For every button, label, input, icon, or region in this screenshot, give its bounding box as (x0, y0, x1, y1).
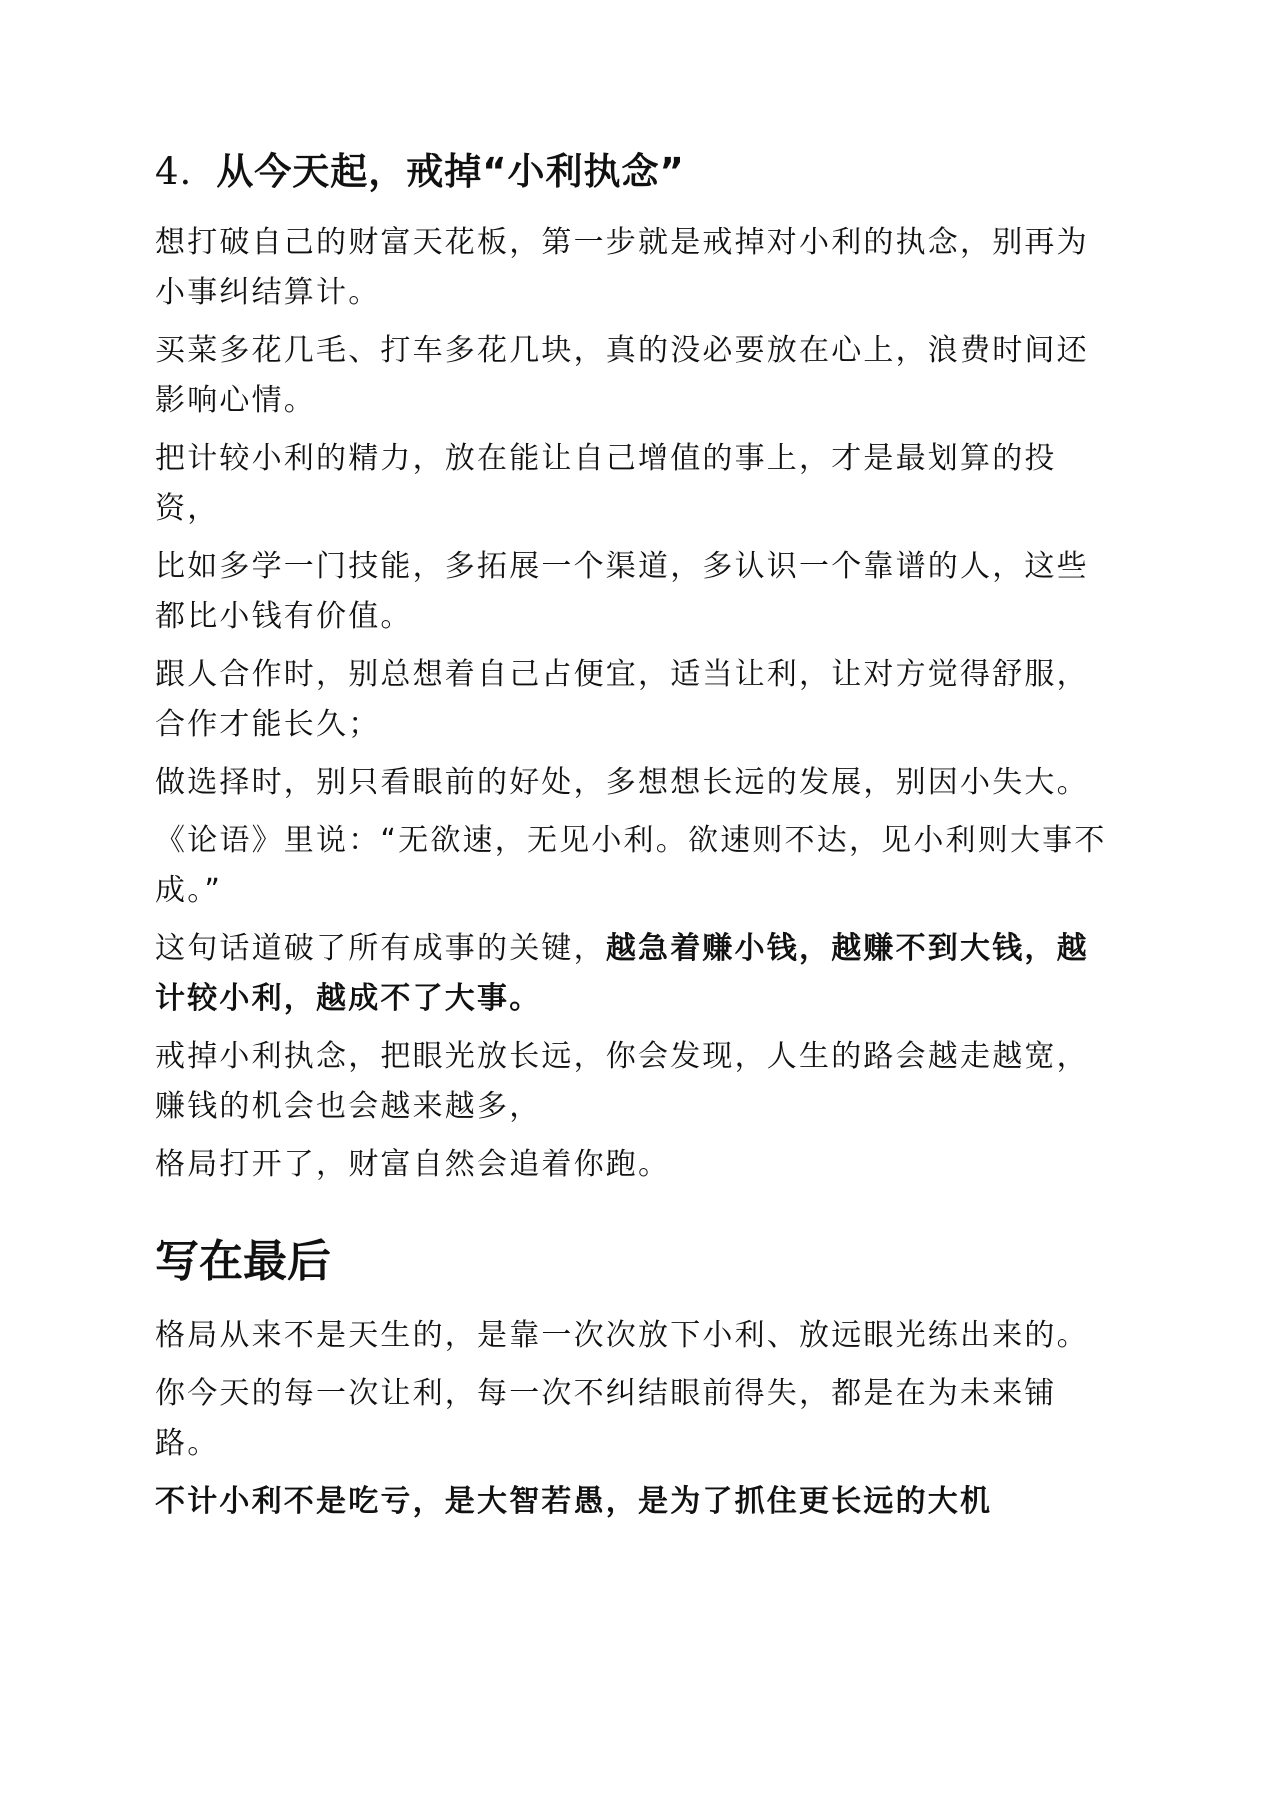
paragraph: 你今天的每一次让利，每一次不纠结眼前得失，都是在为未来铺路。 (155, 1376, 1057, 1462)
article-page (155, 150, 1115, 1527)
bold-conclusion-text: 不计小利不是吃亏，是大智若愚，是为了抓住更长远的大机 (155, 1484, 993, 1520)
paragraph: 想打破自己的财富天花板，第一步就是戒掉对小利的执念，别再为小事纠结算计。 (155, 225, 1089, 311)
quote-paragraph: 《论语》里说：“无欲速，无见小利。欲速则不达，见小利则大事不成。” (155, 823, 1107, 909)
paragraph: 格局打开了，财富自然会追着你跑。 (155, 1147, 671, 1183)
paragraph: 戒掉小利执念，把眼光放长远，你会发现，人生的路会越走越宽，赚钱的机会也会越来越多， (155, 1039, 1089, 1125)
emphasis-bold-text: 越急着赚小钱，越赚不到大钱，越计较小利，越成不了大事。 (155, 931, 1089, 1017)
section-title: 从今天起，戒掉“小利执念” (216, 150, 685, 193)
section-number: 4. (155, 150, 193, 193)
paragraph: 把计较小利的精力，放在能让自己增值的事上，才是最划算的投资， (155, 441, 1057, 527)
emphasis-plain-text: 这句话道破了所有成事的关键， (155, 931, 606, 967)
paragraph: 比如多学一门技能，多拓展一个渠道，多认识一个靠谱的人，这些都比小钱有价值。 (155, 549, 1089, 635)
paragraph: 跟人合作时，别总想着自己占便宜，适当让利，让对方觉得舒服，合作才能长久； (155, 657, 1089, 743)
paragraph: 做选择时，别只看眼前的好处，多想想长远的发展，别因小失大。 (155, 765, 1089, 801)
final-section-heading: 写在最后 (155, 1236, 331, 1288)
bold-conclusion-line (155, 1477, 1115, 1527)
paragraph: 格局从来不是天生的，是靠一次次放下小利、放远眼光练出来的。 (155, 1318, 1089, 1354)
paragraph: 买菜多花几毛、打车多花几块，真的没必要放在心上，浪费时间还影响心情。 (155, 333, 1089, 419)
section-heading (155, 150, 1115, 194)
emphasis-paragraph (155, 924, 1115, 1024)
